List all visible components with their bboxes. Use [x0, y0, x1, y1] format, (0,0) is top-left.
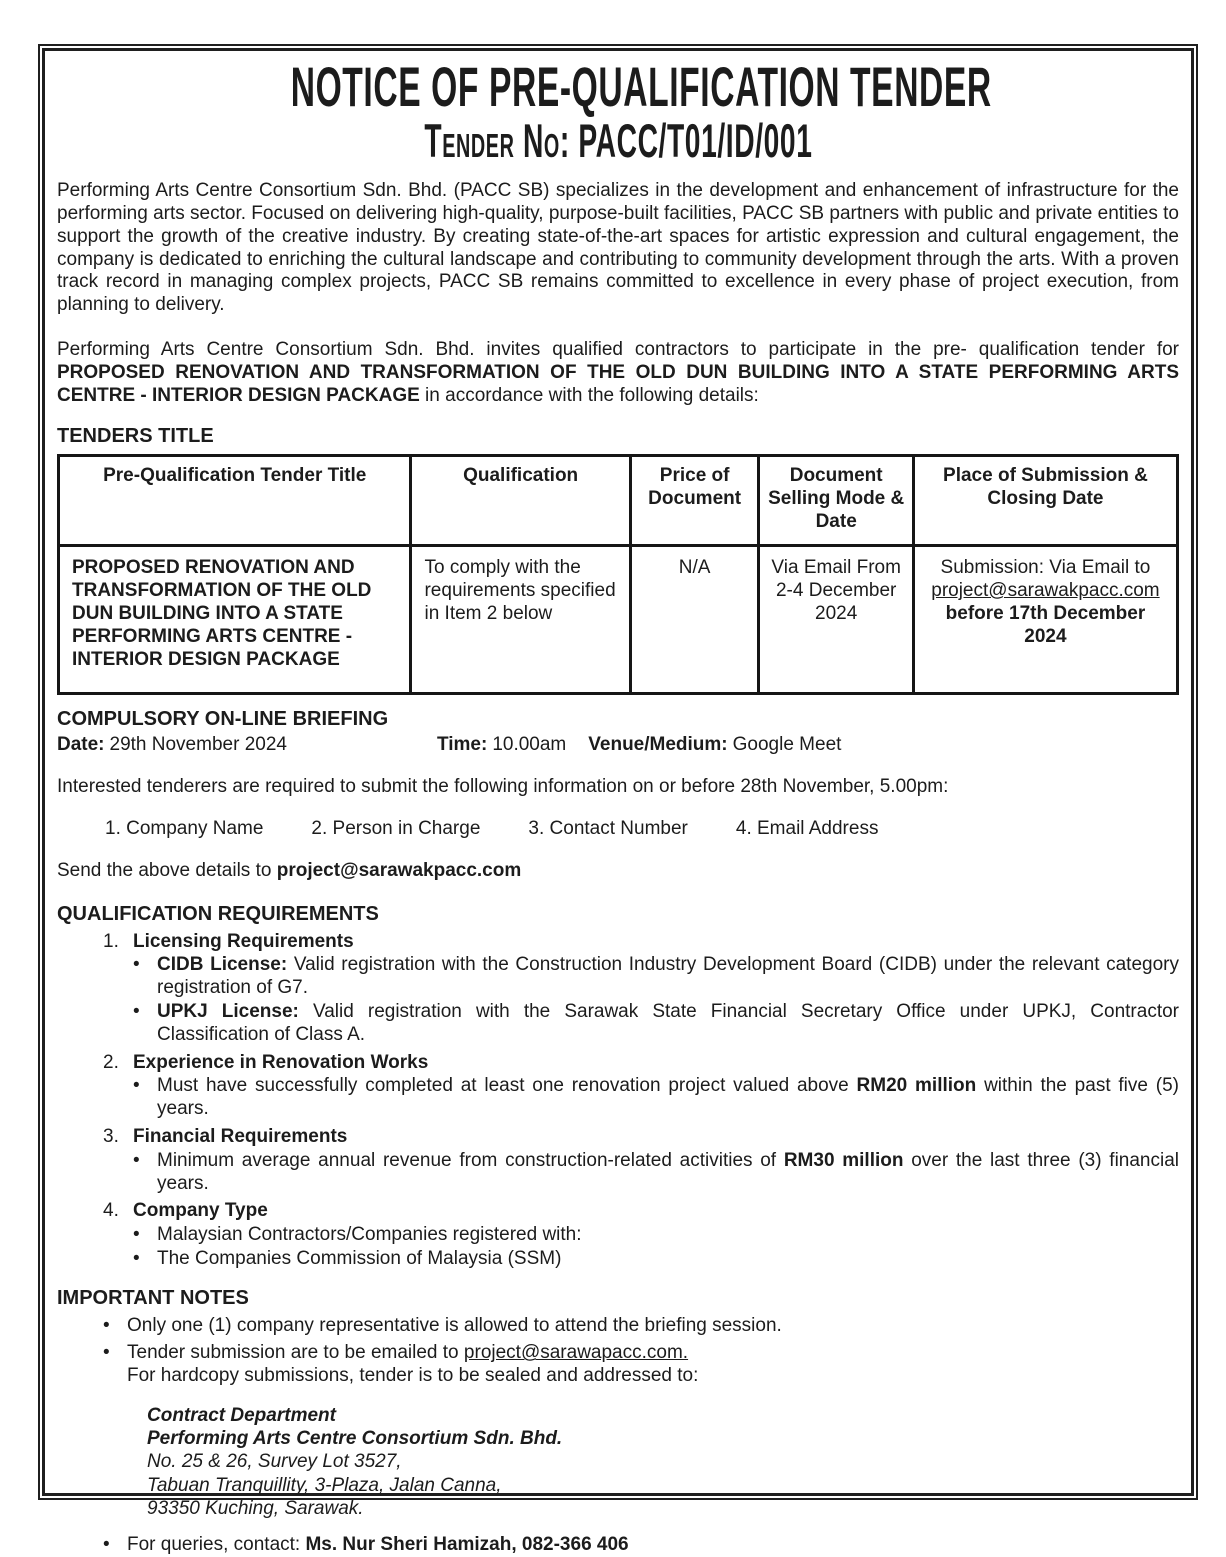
- qualification-heading: QUALIFICATION REQUIREMENTS: [57, 902, 379, 925]
- submission-deadline: before 17th December 2024: [945, 602, 1146, 647]
- list-item-ssm: [133, 1248, 1179, 1271]
- note-item-representative: [103, 1315, 1179, 1338]
- experience-amount: RM20 million: [856, 1075, 977, 1097]
- cell-selling-mode: Via Email From 2-4 December 2024: [759, 546, 913, 694]
- briefing-date-value: 29th November 2024: [109, 734, 287, 756]
- table-header-row: [59, 456, 1178, 546]
- tender-number-text: Tender No: PACC/T01/ID/001: [423, 114, 813, 168]
- invitation-project-name: PROPOSED RENOVATION AND TRANSFORMATION OF THE OLD DUN BUILDING INTO A STATE PERFORMING ARTS CENTRE - INTERIOR DESIGN PACKAGE: [57, 361, 1179, 406]
- invitation-text-pre: Performing Arts Centre Consortium Sdn. Bhd. invites qualified contractors to participate in the pre- qualification tender for: [57, 338, 1179, 360]
- item-number: 1.: [103, 930, 119, 952]
- col-header-qualification: Qualification: [411, 456, 630, 546]
- send-details-email: project@sarawakpacc.com: [276, 859, 522, 881]
- bullet-icon: [133, 1248, 157, 1271]
- item-title: Licensing Requirements: [133, 930, 354, 952]
- send-details-line: [57, 860, 1179, 883]
- address-company: Performing Arts Centre Consortium Sdn. Bhd.: [147, 1428, 563, 1450]
- bullet-icon: [103, 1342, 127, 1388]
- bullet-icon: [133, 1224, 157, 1247]
- item-title: Company Type: [133, 1200, 268, 1222]
- col-header-price: Price of Document: [630, 456, 759, 546]
- briefing-venue-value: Google Meet: [732, 734, 842, 756]
- queries-text: For queries, contact:: [127, 1533, 306, 1555]
- table-row: [59, 546, 1178, 694]
- item-number: 3.: [103, 1125, 119, 1147]
- briefing-instruction: Interested tenderers are required to submit the following information on or before 28th November, 5.00pm:: [57, 776, 949, 798]
- note-hardcopy-text: For hardcopy submissions, tender is to be sealed and addressed to:: [127, 1365, 699, 1387]
- invitation-paragraph: [57, 339, 1179, 407]
- tenders-title-heading: TENDERS TITLE: [57, 425, 214, 448]
- tender-number: [57, 116, 1179, 166]
- cell-tender-title: PROPOSED RENOVATION AND TRANSFORMATION OF THE OLD DUN BUILDING INTO A STATE PERFORMING ARTS CENTRE - INTERIOR DESIGN PACKAGE: [59, 546, 411, 694]
- malaysian-contractors-text: Malaysian Contractors/Companies registered with:: [157, 1224, 582, 1246]
- document-page: [42, 48, 1194, 1555]
- address-line-2: Tabuan Tranquillity, 3-Plaza, Jalan Canna,: [147, 1474, 502, 1496]
- financial-text-pre: Minimum average annual revenue from construction-related activities of: [157, 1149, 784, 1171]
- info-item-contact-number: 3. Contact Number: [528, 817, 688, 839]
- postal-address: [147, 1404, 1179, 1520]
- info-item-person-in-charge: 2. Person in Charge: [311, 817, 481, 839]
- bullet-icon: [133, 954, 157, 1000]
- bullet-icon: [133, 1001, 157, 1047]
- cell-submission: [913, 546, 1177, 694]
- list-item-financial: [133, 1150, 1179, 1196]
- experience-text-pre: Must have successfully completed at least one renovation project valued above: [157, 1075, 857, 1097]
- upkj-license-text: Valid registration with the Sarawak State Financial Secretary Office under UPKJ, Contractor Classification of Class A.: [157, 1000, 1179, 1045]
- bullet-icon: [103, 1315, 127, 1338]
- info-item-email-address: 4. Email Address: [735, 817, 879, 839]
- bullet-icon: [133, 1150, 157, 1196]
- note-item-submission: [103, 1342, 1179, 1388]
- list-item-malaysian-contractors: [133, 1224, 1179, 1247]
- briefing-venue-label: Venue/Medium:: [588, 734, 728, 756]
- item-number: 4.: [103, 1200, 119, 1222]
- cidb-license-text: Valid registration with the Construction Industry Development Board (CIDB) under the relevant category registration of G7.: [157, 954, 1179, 999]
- requirement-item-financial: [103, 1126, 1179, 1149]
- briefing-details-line: [57, 734, 1179, 757]
- page-title: [57, 57, 1179, 116]
- briefing-required-info: [105, 818, 1179, 841]
- cell-price: N/A: [630, 546, 759, 694]
- item-title: Financial Requirements: [133, 1125, 348, 1147]
- requirement-item-licensing: [103, 931, 1179, 954]
- list-item-cidb-license: [133, 954, 1179, 1000]
- upkj-license-label: UPKJ License:: [157, 1000, 299, 1022]
- col-header-tender-title: Pre-Qualification Tender Title: [59, 456, 411, 546]
- info-item-company-name: 1. Company Name: [105, 817, 264, 839]
- item-title: Experience in Renovation Works: [133, 1051, 429, 1073]
- invitation-text-post: in accordance with the following details:: [419, 384, 759, 406]
- page-title-text: NOTICE OF PRE-QUALIFICATION TENDER: [290, 55, 992, 118]
- requirement-item-experience: [103, 1052, 1179, 1075]
- important-notes-heading: IMPORTANT NOTES: [57, 1286, 249, 1309]
- tenders-table: [57, 454, 1179, 695]
- list-item-upkj-license: [133, 1001, 1179, 1047]
- queries-contact-line: [103, 1534, 1179, 1557]
- send-details-text: Send the above details to: [57, 859, 277, 881]
- address-department: Contract Department: [147, 1405, 336, 1427]
- col-header-submission: Place of Submission & Closing Date: [913, 456, 1177, 546]
- financial-text-post: over the last three (3) financial years.: [157, 1149, 1180, 1194]
- briefing-time-label: Time:: [436, 734, 488, 756]
- note-submission-text: Tender submission are to be emailed to: [127, 1342, 464, 1364]
- page-border: [38, 44, 1198, 1555]
- tender-submission-email-link[interactable]: project@sarawapacc.com.: [463, 1342, 689, 1364]
- list-item-experience: [133, 1075, 1179, 1121]
- ssm-text: The Companies Commission of Malaysia (SSM): [157, 1247, 562, 1269]
- item-number: 2.: [103, 1051, 119, 1073]
- queries-contact-person: Ms. Nur Sheri Hamizah, 082-366 406: [305, 1533, 629, 1555]
- briefing-heading: COMPULSORY ON-LINE BRIEFING: [57, 708, 389, 731]
- note-representative-text: Only one (1) company representative is allowed to attend the briefing session.: [127, 1314, 782, 1336]
- requirement-item-company-type: [103, 1200, 1179, 1223]
- submission-text-pre: Submission: Via Email to: [940, 557, 1151, 579]
- address-line-1: No. 25 & 26, Survey Lot 3527,: [147, 1451, 402, 1473]
- submission-email-link[interactable]: project@sarawakpacc.com: [931, 580, 1160, 602]
- bullet-icon: [103, 1534, 127, 1557]
- bullet-icon: [133, 1075, 157, 1121]
- col-header-selling-mode: Document Selling Mode & Date: [759, 456, 913, 546]
- cell-qualification: To comply with the requirements specified in Item 2 below: [411, 546, 630, 694]
- intro-paragraph: Performing Arts Centre Consortium Sdn. Bhd. (PACC SB) specializes in the development and enhancement of infrastructure for the performing arts sector. Focused on delivering high-quality, purpose-built facilities, PACC SB partners with public and private entities to support the growth of the creative industry. By creating state-of-the-art spaces for artistic expression and cultural engagement, the company is dedicated to enriching the cultural landscape and contributing to community development through the arts. With a proven track record in managing complex projects, PACC SB remains committed to excellence in every phase of project execution, from planning to delivery.: [57, 180, 1179, 316]
- financial-amount: RM30 million: [783, 1149, 904, 1171]
- address-line-3: 93350 Kuching, Sarawak.: [147, 1497, 364, 1519]
- briefing-time-value: 10.00am: [492, 734, 567, 756]
- experience-text-post: within the past five (5) years.: [157, 1075, 1179, 1120]
- briefing-date-label: Date:: [57, 734, 105, 756]
- cidb-license-label: CIDB License:: [157, 954, 288, 976]
